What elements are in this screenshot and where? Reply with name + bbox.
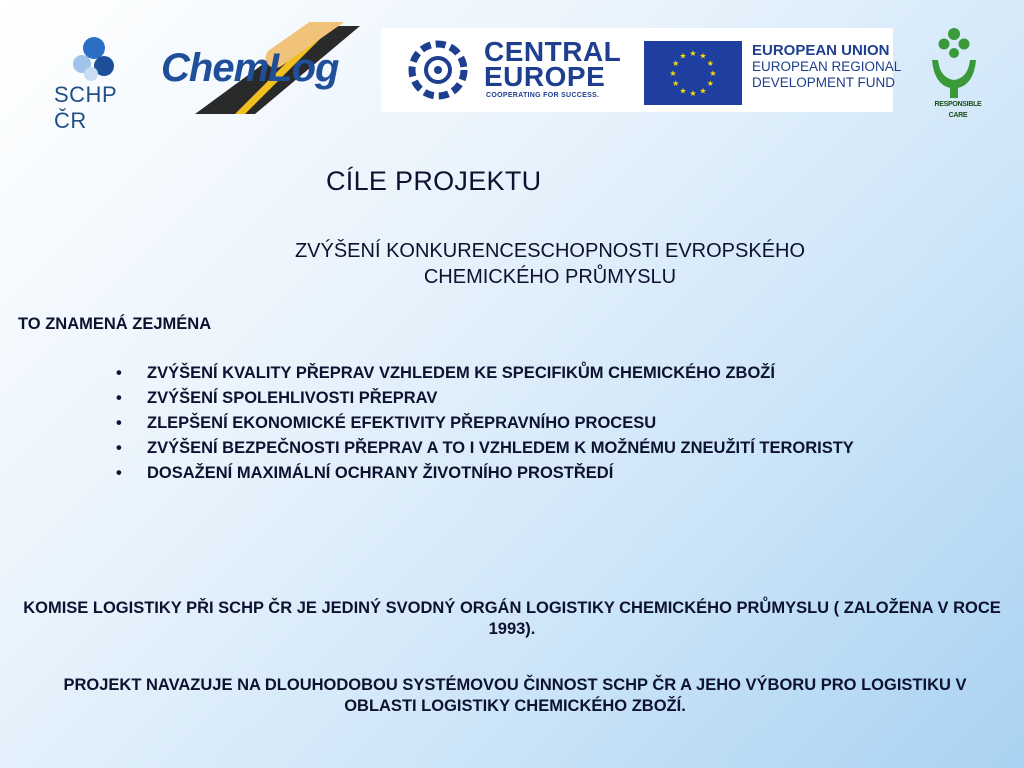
caption-line1: RESPONSIBLE: [934, 101, 982, 108]
eu-flag-icon: [644, 41, 742, 105]
eu-fund-text: [752, 43, 901, 91]
schp-logo: [48, 34, 148, 133]
eu-star-icon: ★: [689, 89, 697, 98]
caption-line2: CARE: [948, 112, 968, 119]
responsible-care-caption: [908, 99, 1008, 121]
list-item-text: ZVÝŠENÍ BEZPEČNOSTI PŘEPRAV A TO I VZHLEDEM K MOŽNÉMU ZNEUŽITÍ TERORISTY: [147, 439, 854, 457]
central-europe-text-line1: CENTRAL: [484, 36, 622, 67]
goal-list: [116, 364, 996, 489]
subtitle-line2: CHEMICKÉHO PRŮMYSLU: [423, 266, 677, 288]
eu-star-icon: ★: [689, 49, 697, 58]
eu-star-icon: ★: [699, 86, 707, 96]
eu-star-icon: ★: [709, 69, 717, 78]
chemlog-logo: [155, 22, 370, 114]
list-item: [116, 439, 996, 458]
central-europe-tagline: COOPERATING FOR SUCCESS.: [486, 92, 600, 99]
bullet-icon: •: [116, 414, 122, 432]
eu-star-icon: ★: [672, 59, 680, 68]
bullet-icon: •: [116, 389, 122, 407]
list-item: [116, 464, 996, 483]
eu-star-icon: ★: [679, 51, 687, 61]
slide-title: CÍLE PROJEKTU: [326, 166, 542, 196]
eu-text-line3: DEVELOPMENT FUND: [752, 75, 896, 90]
bullet-icon: •: [116, 439, 122, 457]
list-item: [116, 414, 996, 433]
eu-star-icon: ★: [669, 69, 677, 78]
slide-subtitle: [170, 238, 930, 290]
list-item: [116, 364, 996, 383]
list-item-text: ZVÝŠENÍ KVALITY PŘEPRAV VZHLEDEM KE SPECIFIKŮM CHEMICKÉHO ZBOŽÍ: [147, 364, 775, 382]
eu-star-icon: ★: [706, 79, 714, 88]
paragraph-committee: KOMISE LOGISTIKY PŘI SCHP ČR JE JEDINÝ SVODNÝ ORGÁN LOGISTIKY CHEMICKÉHO PRŮMYSLU ( ZALOŽENA V ROCE 1993).: [23, 599, 1001, 638]
eu-text-line2: EUROPEAN REGIONAL: [752, 59, 902, 74]
eu-text-line1: EUROPEAN UNION: [752, 42, 890, 59]
bullet-icon: •: [116, 464, 122, 482]
subtitle-line1: ZVÝŠENÍ KONKURENCESCHOPNOSTI EVROPSKÉHO: [294, 240, 806, 262]
paragraph-project: PROJEKT NAVAZUJE NA DLOUHODOBOU SYSTÉMOVOU ČINNOST SCHP ČR A JEHO VÝBORU PRO LOGISTIKU V OBLASTI LOGISTIKY CHEMICKÉHO ZBOŽÍ.: [63, 676, 967, 715]
schp-logo-text: SCHP ČR: [54, 82, 117, 133]
lead-text: TO ZNAMENÁ ZEJMÉNA: [18, 315, 212, 333]
central-europe-emblem-icon: [398, 38, 478, 102]
list-item-text: DOSAŽENÍ MAXIMÁLNÍ OCHRANY ŽIVOTNÍHO PROSTŘEDÍ: [147, 464, 614, 482]
schp-molecule-icon: [48, 34, 148, 84]
eu-star-icon: ★: [699, 51, 707, 61]
logo-bar: [0, 0, 1024, 133]
bullet-icon: •: [116, 364, 122, 382]
list-item: [116, 389, 996, 408]
list-item-text: ZLEPŠENÍ EKONOMICKÉ EFEKTIVITY PŘEPRAVNÍHO PROCESU: [147, 414, 657, 432]
eu-star-icon: ★: [679, 86, 687, 96]
responsible-care-hands-icon: [928, 24, 980, 100]
list-item-text: ZVÝŠENÍ SPOLEHLIVOSTI PŘEPRAV: [147, 389, 438, 407]
chemlog-logo-text: ChemLog: [161, 46, 339, 90]
eu-star-icon: ★: [672, 79, 680, 88]
central-europe-text-line2: EUROPE: [484, 61, 606, 92]
eu-star-icon: ★: [706, 59, 714, 68]
